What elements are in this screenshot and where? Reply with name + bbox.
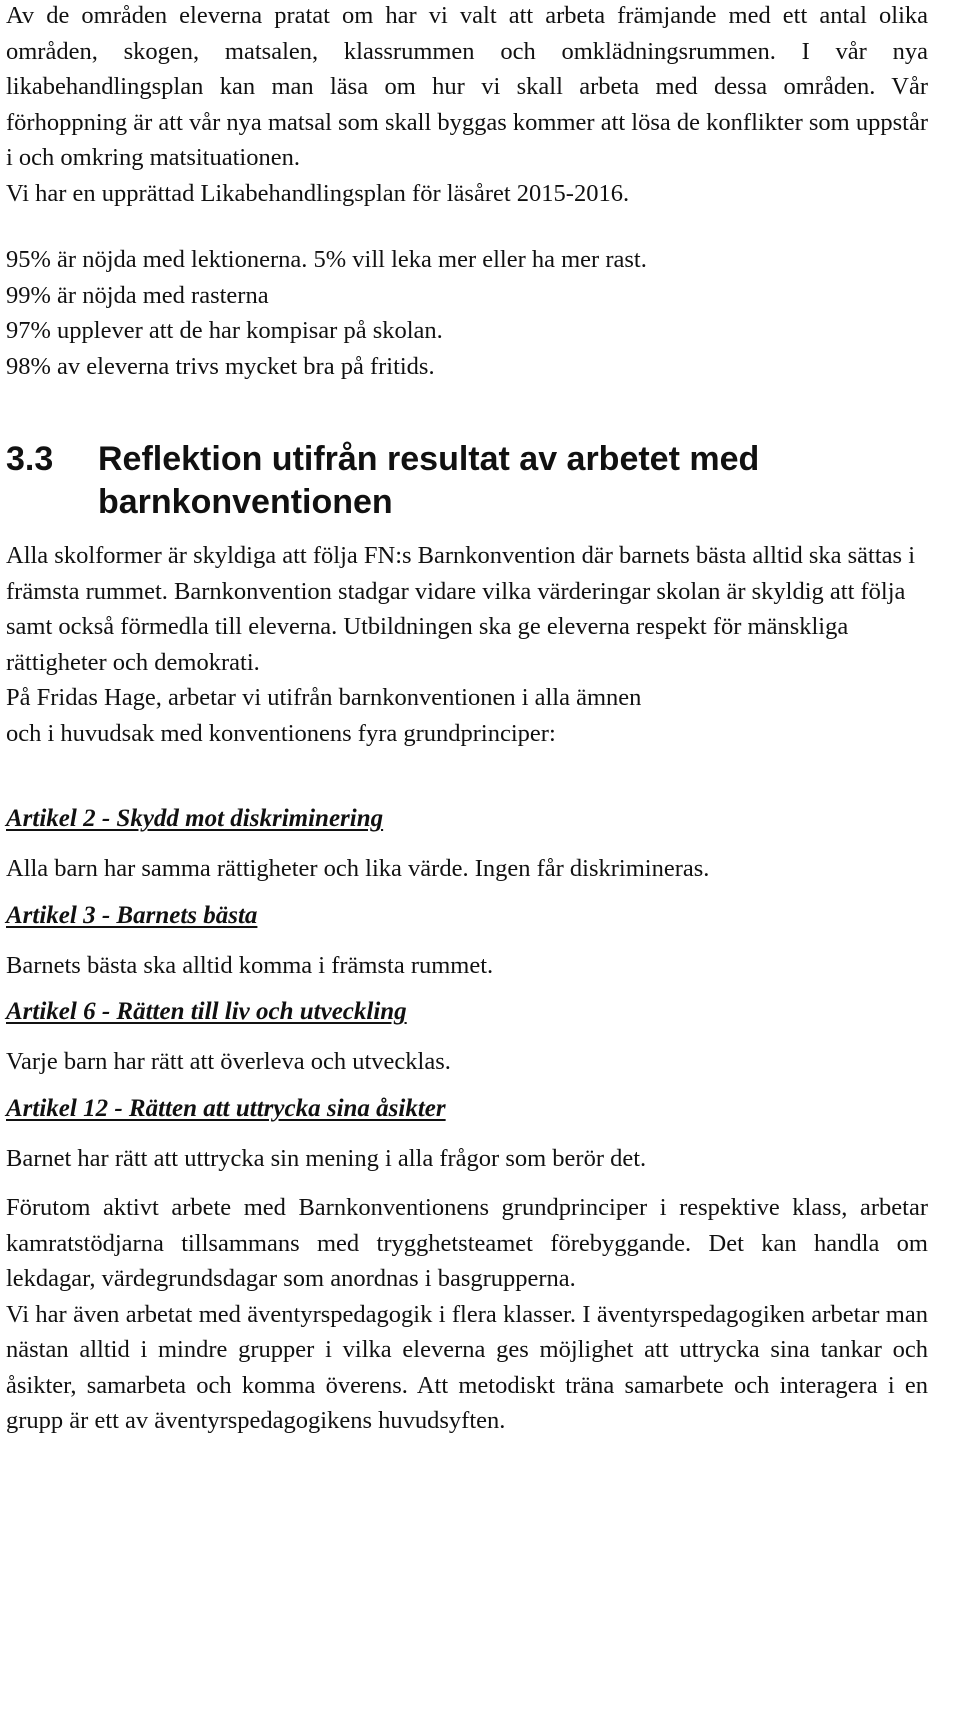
- articles-list: [6, 801, 928, 1176]
- section-paragraph: Alla skolformer är skyldiga att följa FN:s Barnkonvention där barnets bästa alltid ska sättas i främsta rummet. Barnkonvention stadgar vidare vilka värderingar skolan är skyldig att följa samt också förmedla till eleverna. Utbildningen ska ge eleverna respekt för mänskliga rättigheter och demokrati.: [6, 542, 916, 676]
- article-title: Artikel 12 - Rätten att uttrycka sina åsikter: [6, 1094, 446, 1122]
- stat-line: 98% av eleverna trivs mycket bra på fritids.: [6, 352, 435, 380]
- article-title: Artikel 3 - Barnets bästa: [6, 901, 258, 929]
- article-text: Barnet har rätt att uttrycka sin mening i alla frågor som berör det.: [6, 1144, 647, 1172]
- article-title: Artikel 6 - Rätten till liv och utveckling: [6, 998, 407, 1025]
- section-heading: [6, 438, 928, 524]
- intro-paragraph: Av de områden eleverna pratat om har vi valt att arbeta främjande med ett antal olika områden, skogen, matsalen, klassrummen och omklädningsrummen. I vår nya likabehandlingsplan kan man läsa om hur vi skall arbeta med dessa områden. Vår förhoppning är att vår nya matsal som skall byggas kommer att lösa de konflikter som uppstår i och omkring matsituationen.: [6, 2, 928, 171]
- stat-line: 99% är nöjda med rasterna: [6, 281, 269, 309]
- article-text: Varje barn har rätt att överleva och utvecklas.: [6, 1048, 451, 1075]
- section-paragraph-line: På Fridas Hage, arbetar vi utifrån barnkonventionen i alla ämnen: [6, 684, 642, 711]
- plan-line: Vi har en upprättad Likabehandlingsplan för läsåret 2015-2016.: [6, 179, 630, 207]
- article-title: Artikel 2 - Skydd mot diskriminering: [6, 805, 384, 832]
- stats-list: [6, 242, 928, 384]
- section-paragraph-line: och i huvudsak med konventionens fyra grundprinciper:: [6, 719, 556, 747]
- stat-line: 97% upplever att de har kompisar på skolan.: [6, 317, 443, 344]
- document-page: [6, 0, 928, 1439]
- section-number: 3.3: [6, 440, 54, 478]
- article-text: Alla barn har samma rättigheter och lika värde. Ingen får diskrimineras.: [6, 855, 710, 882]
- article-text: Barnets bästa ska alltid komma i främsta rummet.: [6, 951, 494, 979]
- closing-paragraph: Vi har även arbetat med äventyrspedagogik i flera klasser. I äventyrspedagogiken arbetar man nästan alltid i mindre grupper i vilka eleverna ges möjlighet att uttrycka sina tankar och åsikter, samarbeta och komma överens. Att metodiskt träna samarbete och interagera i en grupp är ett av äventyrspedagogikens huvudsyften.: [6, 1300, 928, 1434]
- closing-paragraph: Förutom aktivt arbete med Barnkonventionens grundprinciper i respektive klass, arbetar kamratstödjarna tillsammans med trygghetsteamet förebyggande. Det kan handla om lekdagar, värdegrundsdagar som anordnas i basgrupperna.: [6, 1194, 928, 1292]
- section-title: Reflektion utifrån resultat av arbetet med barnkonventionen: [98, 440, 760, 521]
- stat-line: 95% är nöjda med lektionerna. 5% vill leka mer eller ha mer rast.: [6, 246, 647, 273]
